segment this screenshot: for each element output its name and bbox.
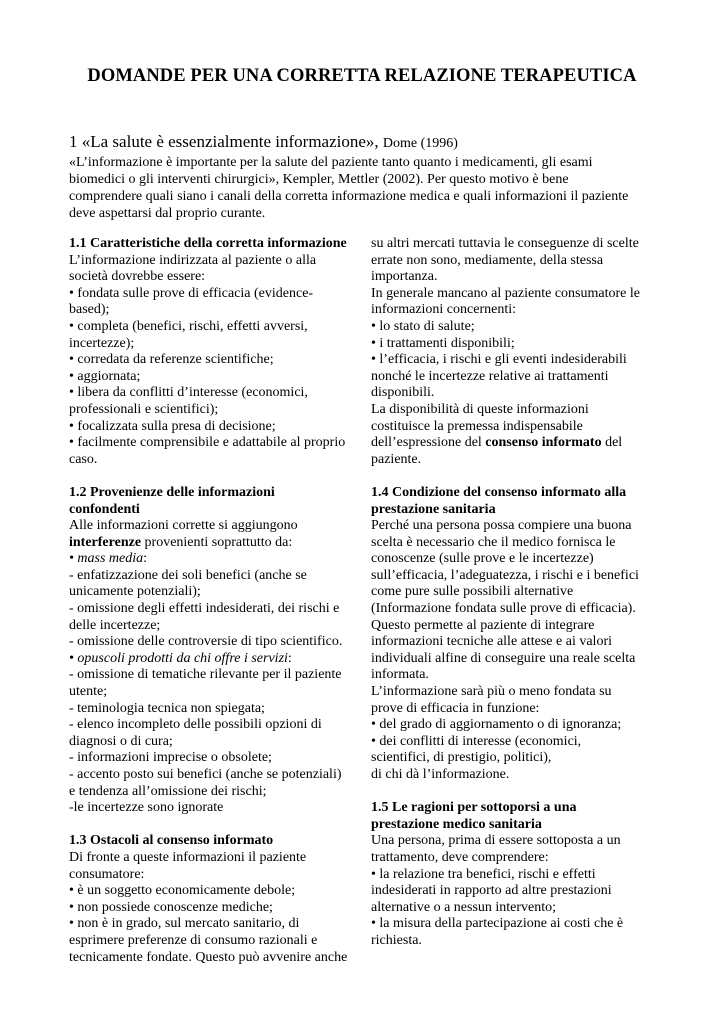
left-column bbox=[69, 236, 364, 966]
text-line: - elenco incompleto delle possibili opzioni di bbox=[69, 717, 322, 733]
text-line: scelta è necessario che il medico fornisca le bbox=[371, 534, 616, 550]
text-line: errate non sono, mediamente, della stessa bbox=[371, 252, 604, 268]
text-line: professionali e scientifici); bbox=[69, 401, 219, 417]
text-span: del bbox=[601, 435, 623, 451]
text-line: e tendenza all’omissione dei rischi; bbox=[69, 783, 267, 799]
text-line: società dovrebbe essere: bbox=[69, 269, 206, 285]
text-span: : bbox=[287, 650, 292, 666]
text-line: disponibili. bbox=[371, 385, 435, 401]
text-line: su altri mercati tuttavia le conseguenze di scelte bbox=[371, 236, 639, 251]
text-line: Perché una persona possa compiere una buona bbox=[371, 518, 632, 534]
text-line: utente; bbox=[69, 684, 108, 700]
text-line: Alle informazioni corrette si aggiungono bbox=[69, 518, 298, 534]
intro-heading bbox=[69, 132, 659, 154]
text-line: • non è in grado, sul mercato sanitario, di bbox=[69, 916, 300, 932]
document-title: DOMANDE PER UNA CORRETTA RELAZIONE TERAPEUTICA bbox=[87, 66, 637, 86]
text-line: • dei conflitti di interesse (economici, bbox=[371, 733, 582, 749]
section-1-1-title: 1.1 Caratteristiche della corretta informazione bbox=[69, 236, 347, 251]
text-line bbox=[69, 551, 364, 568]
text-line: La disponibilità di queste informazioni bbox=[371, 401, 589, 417]
text-line: consumatore: bbox=[69, 866, 145, 882]
text-line: informazioni tecniche alle attese e ai valori bbox=[371, 634, 612, 650]
text-line: costituisce la premessa indispensabile bbox=[371, 418, 583, 434]
text-line: • la misura della partecipazione ai costi che è bbox=[371, 916, 624, 932]
text-line: -le incertezze sono ignorate bbox=[69, 800, 224, 816]
text-line: Questo permette al paziente di integrare bbox=[371, 617, 595, 633]
text-line: come pure sulle possibili alternative bbox=[371, 584, 574, 600]
section-1-2-title: 1.2 Provenienze delle informazioni bbox=[69, 484, 275, 500]
text-line: • del grado di aggiornamento o di ignoranza; bbox=[371, 717, 622, 733]
text-line: informazioni concernenti: bbox=[371, 302, 516, 318]
section-1-3-title: 1.3 Ostacoli al consenso informato bbox=[69, 833, 274, 849]
text-line bbox=[69, 651, 364, 668]
text-line: delle incertezze; bbox=[69, 617, 161, 633]
text-line: prove di efficacia in funzione: bbox=[371, 700, 540, 716]
text-line: • corredata da referenze scientifiche; bbox=[69, 352, 274, 368]
text-line: informata. bbox=[371, 667, 429, 683]
text-line: • è un soggetto economicamente debole; bbox=[69, 883, 296, 899]
section-1-4-title: 1.4 Condizione del consenso informato alla bbox=[371, 484, 627, 500]
bold-term: interferenze bbox=[69, 534, 142, 550]
text-line: • libera da conflitti d’interesse (economici, bbox=[69, 385, 308, 401]
text-span: provenienti soprattutto da: bbox=[141, 534, 293, 550]
bold-term: consenso informato bbox=[485, 435, 602, 451]
italic-term: • opuscoli prodotti da chi offre i servizi bbox=[69, 650, 288, 666]
intro-line: deve aspettarsi dal proprio curante. bbox=[69, 206, 266, 221]
intro-line: «L’informazione è importante per la salute del paziente tanto quanto i medicamenti, gli esami bbox=[69, 155, 593, 170]
spacer bbox=[69, 468, 364, 485]
text-line: • la relazione tra benefici, rischi e effetti bbox=[371, 866, 596, 882]
text-line: individuali alfine di conseguire una reale scelta bbox=[371, 650, 636, 666]
section-1-5-title: 1.5 Le ragioni per sottoporsi a una bbox=[371, 800, 577, 816]
intro-line: comprendere quali siano i canali della corretta informazione medica e quali informazioni il paziente bbox=[69, 189, 629, 204]
text-line: di chi dà l’informazione. bbox=[371, 767, 510, 782]
intro-section bbox=[69, 132, 659, 222]
section-1-5-title-cont: prestazione medico sanitaria bbox=[371, 816, 542, 832]
text-line: importanza. bbox=[371, 269, 438, 285]
text-line: caso. bbox=[69, 451, 98, 467]
text-line: • facilmente comprensibile e adattabile al proprio bbox=[69, 435, 346, 451]
intro-line: biomedici o gli interventi chirurgici», Kempler, Mettler (2002). Per questo motivo è bene bbox=[69, 172, 569, 187]
spacer bbox=[371, 468, 661, 485]
text-line: alternative o a nessun intervento; bbox=[371, 899, 557, 915]
text-span: : bbox=[143, 551, 148, 567]
italic-term: • mass media bbox=[69, 551, 144, 567]
text-line bbox=[69, 535, 364, 552]
spacer bbox=[69, 817, 364, 834]
text-line: In generale mancano al paziente consumatore le bbox=[371, 285, 640, 301]
text-line: esprimere preferenze di consumo razionali e bbox=[69, 932, 318, 948]
text-line: - enfatizzazione dei soli benefici (anche se bbox=[69, 567, 307, 583]
text-line: Di fronte a queste informazioni il paziente bbox=[69, 849, 307, 865]
text-line: - omissione delle controversie di tipo scientifico. bbox=[69, 634, 343, 650]
text-line: (Informazione fondata sulle prove di efficacia). bbox=[371, 601, 636, 617]
text-line: - accento posto sui benefici (anche se potenziali) bbox=[69, 767, 342, 782]
text-line: • aggiornata; bbox=[69, 368, 141, 384]
spacer bbox=[371, 784, 661, 801]
text-line: • non possiede conoscenze mediche; bbox=[69, 899, 273, 915]
text-line: - omissione degli effetti indesiderati, dei rischi e bbox=[69, 601, 340, 617]
text-line: indesiderati in rapporto ad altre prestazioni bbox=[371, 883, 612, 899]
text-line: diagnosi o di cura; bbox=[69, 733, 173, 749]
text-line: • completa (benefici, rischi, effetti avversi, bbox=[69, 318, 308, 334]
text-line: Una persona, prima di essere sottoposta a un bbox=[371, 833, 621, 849]
text-line bbox=[371, 435, 661, 452]
section-1-2-title-cont: confondenti bbox=[69, 501, 140, 517]
text-line: - omissione di tematiche rilevante per il paziente bbox=[69, 667, 342, 683]
intro-heading-text: 1 «La salute è essenzialmente informazione», bbox=[69, 132, 379, 151]
text-line: tecnicamente fondate. Questo può avvenire anche bbox=[69, 949, 348, 965]
text-line: paziente. bbox=[371, 451, 422, 467]
text-line: - informazioni imprecise o obsolete; bbox=[69, 750, 272, 766]
text-line: incertezze); bbox=[69, 335, 135, 351]
text-line: - teminologia tecnica non spiegata; bbox=[69, 700, 265, 716]
text-line: nonché le incertezze relative ai trattamenti bbox=[371, 368, 609, 384]
text-line: trattamento, deve comprendere: bbox=[371, 849, 549, 865]
section-1-4-title-cont: prestazione sanitaria bbox=[371, 501, 496, 517]
text-line: unicamente potenziali); bbox=[69, 584, 201, 600]
text-line: sull’efficacia, l’adeguatezza, i rischi e i benefici bbox=[371, 567, 639, 583]
text-line: based); bbox=[69, 302, 110, 318]
right-column bbox=[371, 236, 661, 950]
text-line: L’informazione sarà più o meno fondata su bbox=[371, 684, 612, 700]
text-line: conoscenze (sulle prove e le incertezze) bbox=[371, 551, 594, 567]
text-line: • focalizzata sulla presa di decisione; bbox=[69, 418, 276, 434]
intro-heading-cite: Dome (1996) bbox=[382, 136, 458, 151]
text-line: richiesta. bbox=[371, 932, 422, 948]
text-span: dell’espressione del bbox=[371, 435, 486, 451]
text-line: L’informazione indirizzata al paziente o alla bbox=[69, 252, 317, 268]
text-line: • lo stato di salute; bbox=[371, 318, 475, 334]
text-line: • l’efficacia, i rischi e gli eventi indesiderabili bbox=[371, 352, 627, 368]
text-line: scientifici, di prestigio, politici), bbox=[371, 750, 552, 766]
text-line: • i trattamenti disponibili; bbox=[371, 335, 515, 351]
text-line: • fondata sulle prove di efficacia (evidence- bbox=[69, 285, 314, 301]
